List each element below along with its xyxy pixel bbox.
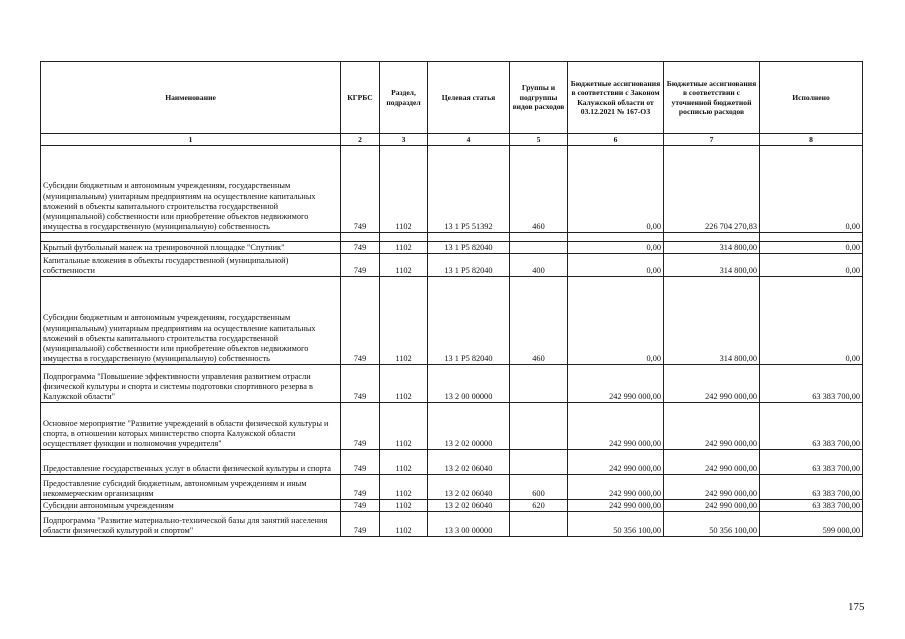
column-number: 2	[341, 134, 380, 146]
row-name: Основное мероприятие "Развитие учреждений в области физической культуры и спорта, в отношении которых министерство спорта Калужской области осуществляет функции и полномочия учредителя"	[41, 403, 341, 450]
row-section: 1102	[380, 277, 428, 365]
row-kgrbs: 749	[341, 277, 380, 365]
row-section: 1102	[380, 365, 428, 403]
row-name: Подпрограмма "Повышение эффективности управления развитием отрасли физической культуры и спорта и системы подготовки спортивного резерва в Калужской области"	[41, 365, 341, 403]
column-number: 5	[510, 134, 568, 146]
row-refined: 242 990 000,00	[664, 450, 760, 475]
row-kgrbs: 749	[341, 500, 380, 512]
row-law: 0,00	[568, 254, 664, 277]
row-law: 242 990 000,00	[568, 450, 664, 475]
row-kgrbs: 749	[341, 475, 380, 500]
table-row	[41, 146, 863, 233]
row-kgrbs: 749	[341, 512, 380, 537]
column-number: 7	[664, 134, 760, 146]
column-number: 4	[428, 134, 510, 146]
row-section: 1102	[380, 512, 428, 537]
row-refined: 242 990 000,00	[664, 500, 760, 512]
row-article: 13 1 P5 82040	[428, 254, 510, 277]
row-kgrbs: 749	[341, 450, 380, 475]
row-refined: 314 800,00	[664, 242, 760, 254]
table-row	[41, 365, 863, 403]
row-section: 1102	[380, 500, 428, 512]
row-law: 242 990 000,00	[568, 403, 664, 450]
row-refined: 226 704 270,83	[664, 146, 760, 233]
row-group: 620	[510, 500, 568, 512]
row-group	[510, 512, 568, 537]
row-executed: 63 383 700,00	[760, 403, 863, 450]
row-kgrbs: 749	[341, 254, 380, 277]
row-kgrbs: 749	[341, 146, 380, 233]
table-row	[41, 512, 863, 537]
row-refined: 314 800,00	[664, 277, 760, 365]
row-refined: 242 990 000,00	[664, 475, 760, 500]
row-section: 1102	[380, 475, 428, 500]
header-executed: Исполнено	[760, 62, 863, 134]
row-law: 242 990 000,00	[568, 365, 664, 403]
header-section: Раздел, подраздел	[380, 62, 428, 134]
column-number: 8	[760, 134, 863, 146]
row-article: 13 1 P5 82040	[428, 242, 510, 254]
row-executed: 0,00	[760, 242, 863, 254]
row-refined: 314 800,00	[664, 254, 760, 277]
row-executed: 0,00	[760, 277, 863, 365]
row-name: Предоставление субсидий бюджетным, автономным учреждениям и иным некоммерческим организациям	[41, 475, 341, 500]
row-section: 1102	[380, 450, 428, 475]
row-kgrbs: 749	[341, 242, 380, 254]
row-executed: 63 383 700,00	[760, 475, 863, 500]
header-article: Целевая статья	[428, 62, 510, 134]
row-refined: 242 990 000,00	[664, 403, 760, 450]
header-refined: Бюджетные ассигнования в соответствии с уточненной бюджетной росписью расходов	[664, 62, 760, 134]
header-law: Бюджетные ассигнования в соответствии с Законом Калужской области от 03.12.2021 № 167-ОЗ	[568, 62, 664, 134]
table-row	[41, 475, 863, 500]
header-name: Наименование	[41, 62, 341, 134]
column-number-row	[41, 134, 863, 146]
header-kgrbs: КГРБС	[341, 62, 380, 134]
row-article: 13 3 00 00000	[428, 512, 510, 537]
row-article: 13 1 P5 51392	[428, 146, 510, 233]
budget-table	[40, 61, 863, 537]
row-executed: 0,00	[760, 146, 863, 233]
row-section: 1102	[380, 146, 428, 233]
page-number: 175	[848, 601, 865, 613]
row-article: 13 1 P5 82040	[428, 277, 510, 365]
row-article: 13 2 02 06040	[428, 475, 510, 500]
row-name: Субсидии автономным учреждениям	[41, 500, 341, 512]
row-name: Субсидии бюджетным и автономным учреждениям, государственным (муниципальным) унитарным предприятиям на осуществление капитальных вложений в объекты капитального строительства государственной (муниципальной) собственности или приобретение объектов недвижимого имущества в государственную (муниципальную) собственность	[41, 146, 341, 233]
row-law: 0,00	[568, 277, 664, 365]
row-group	[510, 450, 568, 475]
row-section: 1102	[380, 403, 428, 450]
row-article: 13 2 00 00000	[428, 365, 510, 403]
header-groups: Группы и подгруппы видов расходов	[510, 62, 568, 134]
row-section: 1102	[380, 242, 428, 254]
row-kgrbs: 749	[341, 403, 380, 450]
row-executed: 599 000,00	[760, 512, 863, 537]
row-refined: 242 990 000,00	[664, 365, 760, 403]
table-row	[41, 277, 863, 365]
table-row	[41, 450, 863, 475]
row-group: 460	[510, 146, 568, 233]
row-group	[510, 403, 568, 450]
column-number: 3	[380, 134, 428, 146]
row-group	[510, 242, 568, 254]
column-number: 6	[568, 134, 664, 146]
row-group: 600	[510, 475, 568, 500]
row-section: 1102	[380, 254, 428, 277]
row-name: Подпрограмма "Развитие материально-технической базы для занятий населения области физической культурой и спортом"	[41, 512, 341, 537]
table-row	[41, 403, 863, 450]
row-executed: 0,00	[760, 254, 863, 277]
table-row	[41, 500, 863, 512]
row-name: Предоставление государственных услуг в области физической культуры и спорта	[41, 450, 341, 475]
row-law: 0,00	[568, 146, 664, 233]
row-executed: 63 383 700,00	[760, 500, 863, 512]
row-law: 242 990 000,00	[568, 475, 664, 500]
row-kgrbs: 749	[341, 365, 380, 403]
table-row	[41, 242, 863, 254]
row-law: 242 990 000,00	[568, 500, 664, 512]
row-name: Крытый футбольный манеж на тренировочной площадке "Спутник"	[41, 242, 341, 254]
row-executed: 63 383 700,00	[760, 365, 863, 403]
row-article: 13 2 02 06040	[428, 500, 510, 512]
table-row	[41, 254, 863, 277]
row-group: 400	[510, 254, 568, 277]
column-number: 1	[41, 134, 341, 146]
row-article: 13 2 02 06040	[428, 450, 510, 475]
row-article: 13 2 02 00000	[428, 403, 510, 450]
row-group	[510, 365, 568, 403]
row-name: Субсидии бюджетным и автономным учреждениям, государственным (муниципальным) унитарным предприятиям на осуществление капитальных вложений в объекты капитального строительства государственной (муниципальной) собственности или приобретение объектов недвижимого имущества в государственную (муниципальную) собственность	[41, 277, 341, 365]
row-law: 0,00	[568, 242, 664, 254]
row-executed: 63 383 700,00	[760, 450, 863, 475]
row-group: 460	[510, 277, 568, 365]
row-spacer	[41, 233, 863, 242]
row-refined: 50 356 100,00	[664, 512, 760, 537]
header-row	[41, 62, 863, 134]
row-law: 50 356 100,00	[568, 512, 664, 537]
row-name: Капитальные вложения в объекты государственной (муниципальной) собственности	[41, 254, 341, 277]
